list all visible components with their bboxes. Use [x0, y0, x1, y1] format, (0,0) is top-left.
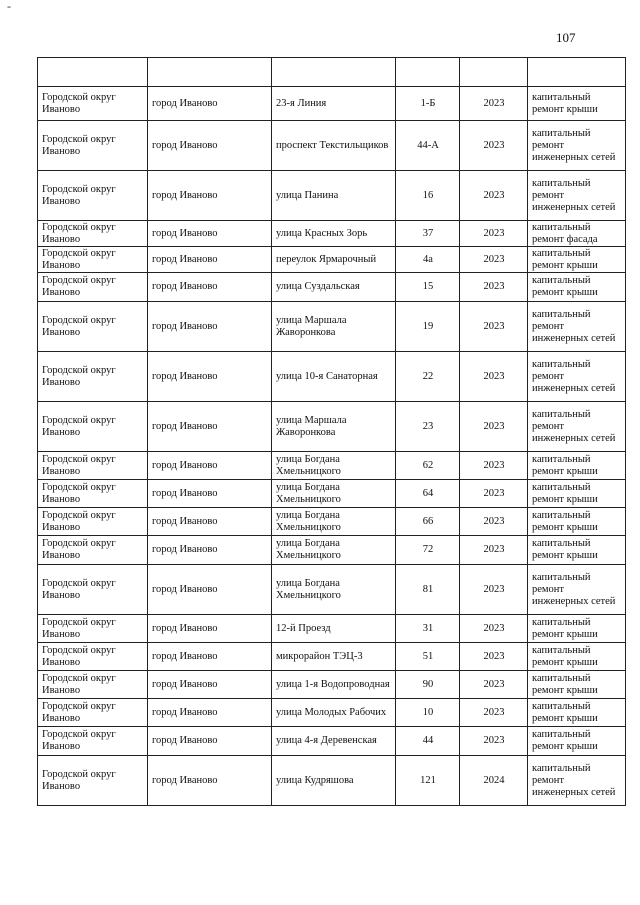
cell-street: улица Панина: [272, 171, 396, 221]
cell-year: 2023: [460, 699, 528, 727]
table-row: [38, 643, 626, 671]
table-row: [38, 87, 626, 121]
table-cell: [460, 58, 528, 87]
cell-year: 2023: [460, 352, 528, 402]
cell-year: 2023: [460, 452, 528, 480]
cell-street: 23-я Линия: [272, 87, 396, 121]
cell-district: Городской округ Иваново: [38, 247, 148, 273]
cell-work: капитальный ремонт инженерных сетей: [528, 402, 626, 452]
cell-district: Городской округ Иваново: [38, 402, 148, 452]
cell-number: 10: [396, 699, 460, 727]
cell-street: улица Богдана Хмельницкого: [272, 480, 396, 508]
table-row: [38, 536, 626, 565]
cell-work: капитальный ремонт инженерных сетей: [528, 352, 626, 402]
cell-year: 2023: [460, 671, 528, 699]
cell-district: Городской округ Иваново: [38, 302, 148, 352]
table-row: [38, 699, 626, 727]
cell-year: 2023: [460, 480, 528, 508]
cell-city: город Иваново: [148, 221, 272, 247]
cell-district: Городской округ Иваново: [38, 643, 148, 671]
cell-work: капитальный ремонт крыши: [528, 508, 626, 536]
cell-year: 2023: [460, 402, 528, 452]
cell-district: Городской округ Иваново: [38, 727, 148, 756]
cell-street: улица 4-я Деревенская: [272, 727, 396, 756]
cell-street: улица Молодых Рабочих: [272, 699, 396, 727]
cell-street: проспект Текстильщиков: [272, 121, 396, 171]
table-row: [38, 508, 626, 536]
cell-street: улица Маршала Жаворонкова: [272, 402, 396, 452]
cell-work: капитальный ремонт крыши: [528, 273, 626, 302]
table-row: [38, 221, 626, 247]
table-cell: [38, 58, 148, 87]
cell-year: 2023: [460, 565, 528, 615]
cell-district: Городской округ Иваново: [38, 671, 148, 699]
cell-work: капитальный ремонт крыши: [528, 452, 626, 480]
cell-city: город Иваново: [148, 727, 272, 756]
cell-district: Городской округ Иваново: [38, 615, 148, 643]
table-row: [38, 480, 626, 508]
cell-street: микрорайон ТЭЦ-3: [272, 643, 396, 671]
cell-district: Городской округ Иваново: [38, 352, 148, 402]
table-row: [38, 402, 626, 452]
cell-number: 19: [396, 302, 460, 352]
cell-number: 31: [396, 615, 460, 643]
corner-mark: -: [7, 0, 11, 13]
cell-street: переулок Ярмарочный: [272, 247, 396, 273]
housing-repair-table: [37, 57, 626, 806]
cell-street: 12-й Проезд: [272, 615, 396, 643]
cell-city: город Иваново: [148, 452, 272, 480]
cell-city: город Иваново: [148, 565, 272, 615]
cell-street: улица Маршала Жаворонкова: [272, 302, 396, 352]
table-row: [38, 727, 626, 756]
cell-year: 2023: [460, 615, 528, 643]
table-row: [38, 352, 626, 402]
cell-number: 66: [396, 508, 460, 536]
cell-work: капитальный ремонт инженерных сетей: [528, 171, 626, 221]
cell-district: Городской округ Иваново: [38, 756, 148, 806]
cell-work: капитальный ремонт крыши: [528, 615, 626, 643]
page-number: 107: [556, 30, 576, 45]
cell-number: 44: [396, 727, 460, 756]
cell-city: город Иваново: [148, 171, 272, 221]
cell-work: капитальный ремонт инженерных сетей: [528, 302, 626, 352]
table-cell: [528, 58, 626, 87]
cell-year: 2023: [460, 536, 528, 565]
cell-number: 64: [396, 480, 460, 508]
cell-city: город Иваново: [148, 671, 272, 699]
cell-year: 2023: [460, 302, 528, 352]
cell-number: 4а: [396, 247, 460, 273]
cell-number: 62: [396, 452, 460, 480]
cell-year: 2023: [460, 171, 528, 221]
cell-district: Городской округ Иваново: [38, 87, 148, 121]
table-row: [38, 121, 626, 171]
cell-year: 2023: [460, 273, 528, 302]
cell-city: город Иваново: [148, 536, 272, 565]
cell-number: 72: [396, 536, 460, 565]
cell-city: город Иваново: [148, 643, 272, 671]
cell-number: 1-Б: [396, 87, 460, 121]
table-row: [38, 565, 626, 615]
cell-number: 81: [396, 565, 460, 615]
cell-district: Городской округ Иваново: [38, 699, 148, 727]
cell-work: капитальный ремонт крыши: [528, 671, 626, 699]
table-cell: [148, 58, 272, 87]
cell-street: улица Богдана Хмельницкого: [272, 452, 396, 480]
cell-district: Городской округ Иваново: [38, 221, 148, 247]
cell-work: капитальный ремонт крыши: [528, 699, 626, 727]
cell-number: 15: [396, 273, 460, 302]
cell-year: 2023: [460, 247, 528, 273]
cell-number: 90: [396, 671, 460, 699]
table-row: [38, 615, 626, 643]
cell-district: Городской округ Иваново: [38, 480, 148, 508]
cell-city: город Иваново: [148, 699, 272, 727]
cell-city: город Иваново: [148, 615, 272, 643]
cell-work: капитальный ремонт фасада: [528, 221, 626, 247]
table-row: [38, 302, 626, 352]
cell-district: Городской округ Иваново: [38, 273, 148, 302]
cell-year: 2023: [460, 121, 528, 171]
cell-year: 2023: [460, 221, 528, 247]
cell-street: улица Богдана Хмельницкого: [272, 565, 396, 615]
cell-year: 2023: [460, 727, 528, 756]
cell-work: капитальный ремонт инженерных сетей: [528, 121, 626, 171]
cell-year: 2023: [460, 643, 528, 671]
cell-street: улица 10-я Санаторная: [272, 352, 396, 402]
table-row: [38, 273, 626, 302]
cell-year: 2023: [460, 508, 528, 536]
cell-year: 2023: [460, 87, 528, 121]
cell-work: капитальный ремонт крыши: [528, 480, 626, 508]
cell-district: Городской округ Иваново: [38, 565, 148, 615]
table-row: [38, 452, 626, 480]
cell-year: 2024: [460, 756, 528, 806]
table-row: [38, 756, 626, 806]
cell-number: 51: [396, 643, 460, 671]
cell-number: 22: [396, 352, 460, 402]
cell-street: улица 1-я Водопроводная: [272, 671, 396, 699]
cell-work: капитальный ремонт крыши: [528, 727, 626, 756]
cell-district: Городской округ Иваново: [38, 452, 148, 480]
cell-district: Городской округ Иваново: [38, 171, 148, 221]
cell-city: город Иваново: [148, 247, 272, 273]
cell-work: капитальный ремонт крыши: [528, 87, 626, 121]
table-row: [38, 247, 626, 273]
cell-street: улица Богдана Хмельницкого: [272, 536, 396, 565]
cell-district: Городской округ Иваново: [38, 536, 148, 565]
cell-city: город Иваново: [148, 121, 272, 171]
cell-number: 44-А: [396, 121, 460, 171]
cell-street: улица Суздальская: [272, 273, 396, 302]
cell-number: 23: [396, 402, 460, 452]
table-row: [38, 671, 626, 699]
cell-street: улица Кудряшова: [272, 756, 396, 806]
table-top-row: [38, 58, 626, 87]
table-cell: [396, 58, 460, 87]
cell-work: капитальный ремонт крыши: [528, 643, 626, 671]
cell-city: город Иваново: [148, 508, 272, 536]
cell-city: город Иваново: [148, 87, 272, 121]
cell-city: город Иваново: [148, 273, 272, 302]
cell-work: капитальный ремонт инженерных сетей: [528, 756, 626, 806]
cell-work: капитальный ремонт крыши: [528, 247, 626, 273]
cell-street: улица Красных Зорь: [272, 221, 396, 247]
cell-city: город Иваново: [148, 302, 272, 352]
cell-work: капитальный ремонт инженерных сетей: [528, 565, 626, 615]
table-cell: [272, 58, 396, 87]
cell-number: 121: [396, 756, 460, 806]
cell-city: город Иваново: [148, 480, 272, 508]
cell-number: 16: [396, 171, 460, 221]
cell-city: город Иваново: [148, 352, 272, 402]
cell-number: 37: [396, 221, 460, 247]
table-row: [38, 171, 626, 221]
cell-district: Городской округ Иваново: [38, 121, 148, 171]
table-body: [38, 58, 626, 806]
cell-city: город Иваново: [148, 402, 272, 452]
cell-district: Городской округ Иваново: [38, 508, 148, 536]
cell-work: капитальный ремонт крыши: [528, 536, 626, 565]
cell-street: улица Богдана Хмельницкого: [272, 508, 396, 536]
cell-city: город Иваново: [148, 756, 272, 806]
